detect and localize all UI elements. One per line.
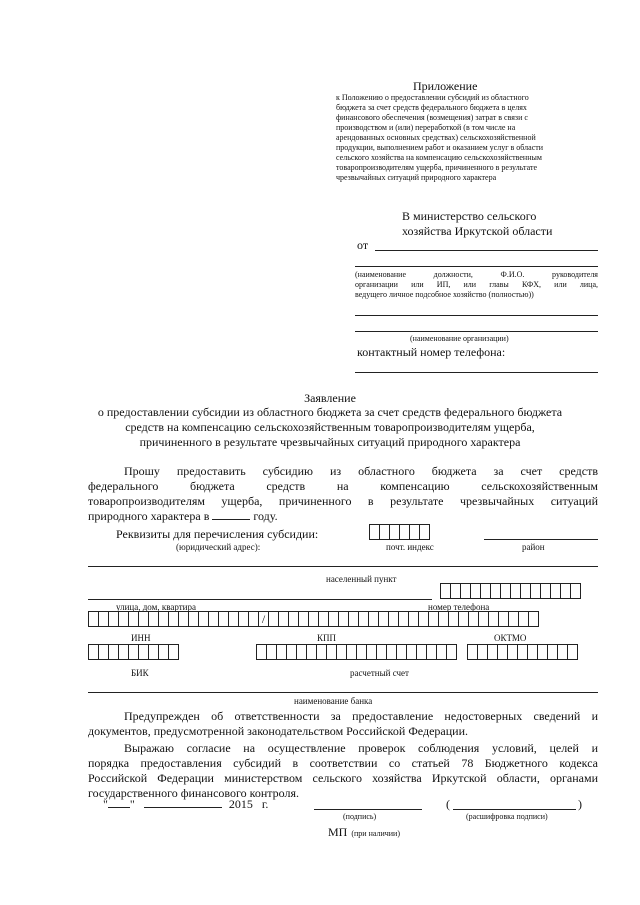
decode-line[interactable] — [453, 809, 576, 810]
request-line4: природного характера в году. — [88, 509, 278, 523]
org-line-2[interactable] — [355, 331, 598, 332]
account-cells[interactable] — [256, 644, 456, 660]
from-label: от — [357, 238, 369, 252]
appendix-text — [336, 93, 598, 183]
appendix-line: чрезвычайных ситуаций природного характера — [336, 173, 497, 182]
appendix-line: товаропроизводителям ущерба, причиненного в результате — [336, 163, 538, 172]
bank-line[interactable] — [88, 692, 598, 693]
request-line2: федерального бюджета средств на компенсацию сельскохозяйственным — [88, 479, 598, 493]
postcode-cells[interactable] — [369, 524, 429, 540]
consent-line4: государственного финансового контроля. — [88, 786, 300, 800]
signature-line[interactable] — [314, 809, 422, 810]
from-line[interactable] — [375, 250, 598, 251]
appendix-line: арендованных основных средствах) сельскохозяйственной — [336, 133, 536, 142]
oktmo-hint: ОКТМО — [494, 633, 527, 643]
statement-line2: средств на компенсацию сельскохозяйственным товаропроизводителям ущерба, — [125, 420, 535, 434]
org-line-1[interactable] — [355, 315, 598, 316]
name-hint: (наименование должности, Ф.И.О. руководителя организации или ИП, или главы КФХ, или лица, ведущего личное подсобное хозяйство (полностью)) — [355, 270, 598, 299]
stamp: МП (при наличии) — [328, 825, 400, 839]
appendix-line: производством и (или) переработкой (в том числе на — [336, 123, 516, 132]
appendix-line: финансового обеспечения (возмещения) затрат в связи с — [336, 113, 528, 122]
appendix-line: продукции, выполнением работ и оказанием услуг в области — [336, 143, 544, 152]
org-hint: (наименование организации) — [410, 334, 509, 343]
request-line1: Прошу предоставить субсидию из областного бюджета за счет средств — [124, 464, 598, 478]
postcode-hint: почт. индекс — [386, 542, 434, 552]
consent-line1: Выражаю согласие на осуществление проверок соблюдения условий, целей и — [124, 741, 598, 755]
addressee-line2: хозяйства Иркутской области — [402, 224, 553, 238]
phone-label: контактный номер телефона: — [357, 345, 506, 359]
consent-line3: Российской Федерации министерством сельского хозяйства Иркутской области, органами — [88, 771, 598, 785]
settlement-hint: населенный пункт — [326, 574, 397, 584]
decode-close: ) — [578, 797, 582, 811]
street-line[interactable] — [88, 599, 432, 600]
requisites-label: Реквизиты для перечисления субсидии: — [116, 527, 319, 541]
bik-hint: БИК — [131, 668, 149, 678]
appendix-line: к Положению о предоставлении субсидий из областного — [336, 93, 529, 102]
district-hint: район — [522, 542, 545, 552]
separator-slash: / — [258, 611, 269, 627]
inn-hint: ИНН — [131, 633, 151, 643]
phone-line[interactable] — [355, 372, 598, 373]
statement-title: Заявление — [304, 391, 356, 405]
month-field[interactable] — [144, 797, 222, 808]
legal-address-hint: (юридический адрес): — [176, 542, 261, 552]
date-row: " " 2015 г. — [103, 797, 269, 811]
from-line-2[interactable] — [355, 266, 598, 267]
appendix-line: бюджета за счет средств федерального бюджета в целях — [336, 103, 527, 112]
bank-hint: наименование банка — [294, 696, 373, 706]
phone-cells-top[interactable] — [440, 583, 580, 599]
warning-line1: Предупрежден об ответственности за предоставление недостоверных сведений и — [124, 709, 598, 723]
sign-hint: (подпись) — [343, 812, 377, 821]
oktmo-cells[interactable] — [467, 644, 577, 660]
street-hint: улица, дом, квартира — [116, 602, 196, 612]
day-field[interactable] — [108, 797, 130, 808]
decode-hint: (расшифровка подписи) — [466, 812, 548, 821]
address-line[interactable] — [88, 566, 598, 567]
bik-cells[interactable] — [88, 644, 178, 660]
statement-line3: причиненного в результате чрезвычайных ситуаций природного характера — [139, 435, 521, 449]
year-field[interactable] — [212, 509, 250, 520]
decode-open: ( — [446, 797, 450, 811]
appendix-line: сельского хозяйства на компенсацию сельскохозяйственным — [336, 153, 542, 162]
statement-line1: о предоставлении субсидии из областного бюджета за счет средств федерального бюджета — [97, 405, 563, 419]
warning-line2: документов, предусмотренной законодательством Российской Федерации. — [88, 724, 468, 738]
addressee-line1: В министерство сельского — [402, 209, 537, 223]
kpp-hint: КПП — [317, 633, 337, 643]
request-line3: товаропроизводителям ущерба, причиненного в результате чрезвычайных ситуаций — [88, 494, 598, 508]
consent-line2: порядка предоставления субсидий в соответствии со статьей 78 Бюджетного кодекса — [88, 756, 598, 770]
district-line[interactable] — [484, 539, 598, 540]
account-hint: расчетный счет — [350, 668, 409, 678]
inn-cells[interactable] — [88, 611, 538, 627]
phone-hint: номер телефона — [428, 602, 490, 612]
appendix-title: Приложение — [413, 79, 478, 93]
